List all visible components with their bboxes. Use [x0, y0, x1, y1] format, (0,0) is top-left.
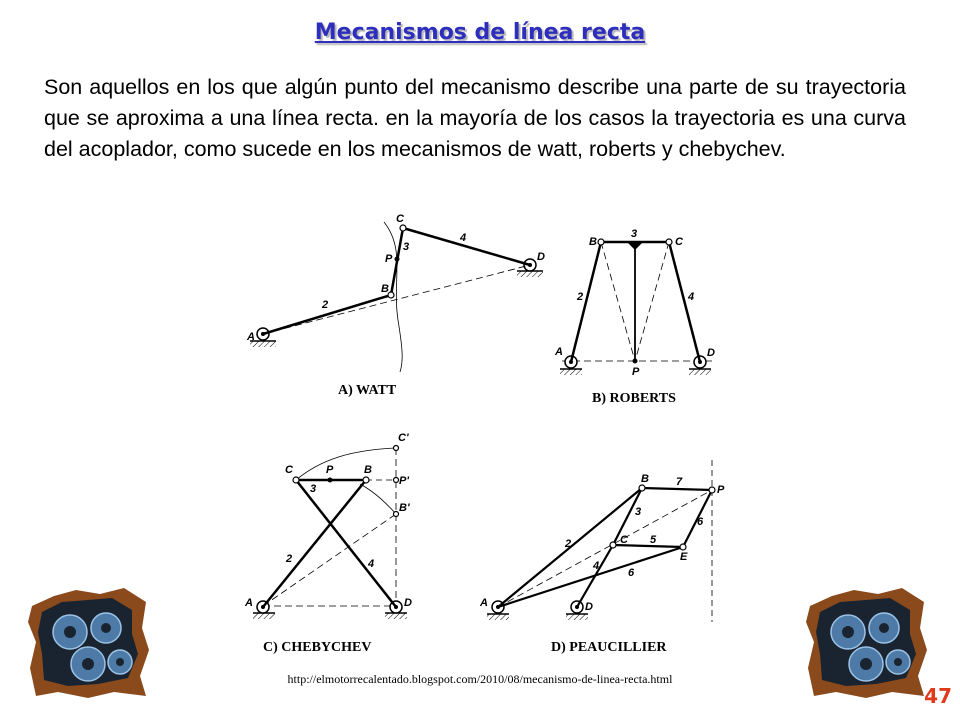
peaucillier-label-4: 4 — [593, 560, 600, 572]
peaucillier-link-7 — [642, 488, 712, 490]
peaucillier-mechanism — [479, 460, 725, 622]
peaucillier-label-3: 3 — [635, 506, 642, 518]
watt-label-4: 4 — [460, 232, 467, 244]
slide-title: Mecanismos de línea recta — [314, 20, 646, 45]
caption-roberts: B) ROBERTS — [592, 391, 676, 406]
peaucillier-label-p: P — [717, 484, 725, 496]
roberts-mechanism — [554, 228, 715, 378]
roberts-link-4 — [669, 242, 700, 362]
chebychev-label-cprime: C' — [398, 432, 409, 444]
watt-ground-d — [517, 271, 543, 277]
watt-label-c: C — [396, 213, 404, 225]
chebychev-label-3: 3 — [310, 483, 317, 495]
peaucillier-label-d: D — [585, 601, 593, 613]
watt-label-2: 2 — [322, 299, 329, 311]
peaucillier-label-b: B — [641, 473, 649, 485]
watt-label-p: P — [385, 253, 393, 265]
chebychev-label-p: P — [326, 464, 334, 476]
chebychev-mechanism — [244, 432, 412, 619]
peaucillier-label-a: A — [480, 597, 488, 609]
chebychev-link-2 — [263, 480, 366, 607]
chebychev-label-4: 4 — [368, 558, 375, 570]
watt-label-d: D — [537, 251, 545, 263]
roberts-label-2: 2 — [577, 291, 584, 303]
watt-link-4 — [403, 228, 530, 265]
peaucillier-label-2: 2 — [565, 538, 572, 550]
roberts-link-2 — [571, 242, 601, 362]
chebychev-label-bprime: B' — [399, 502, 410, 514]
peaucillier-label-6: 6 — [628, 567, 635, 579]
peaucillier-label-c: C — [620, 534, 628, 546]
chebychev-label-2: 2 — [286, 553, 293, 565]
peaucillier-label-7: 7 — [676, 476, 683, 488]
chebychev-label-c: C — [285, 464, 293, 476]
caption-chebychev: C) CHEBYCHEV — [263, 640, 372, 655]
roberts-label-3: 3 — [631, 228, 638, 240]
caption-watt: A) WATT — [338, 383, 397, 398]
peaucillier-label-e: E — [680, 551, 688, 563]
roberts-label-d: D — [707, 347, 715, 359]
chebychev-label-b: B — [364, 464, 372, 476]
watt-label-3: 3 — [403, 241, 410, 253]
source-url: http://elmotorrecalentado.blogspot.com/2010/08/mecanismo-de-linea-recta.html — [287, 672, 673, 686]
watt-mechanism — [246, 213, 545, 372]
chebychev-label-d: D — [404, 597, 412, 609]
body-paragraph: Son aquellos en los que algún punto del mecanismo describe una parte de su trayectoria que se aproxima a una línea recta. en la mayoría de los casos la trayectoria es una curva del acoplador, como sucede en los mecanismos de watt, roberts y chebychev. — [44, 75, 906, 161]
roberts-label-p: P — [632, 366, 640, 378]
roberts-label-b: B — [589, 236, 597, 248]
chebychev-label-a: A — [245, 597, 253, 609]
page-number: 47 — [924, 684, 952, 708]
peaucillier-label-6b: 6 — [697, 516, 704, 528]
roberts-label-a: A — [555, 346, 563, 358]
watt-label-a: A — [247, 331, 255, 343]
peaucillier-label-5: 5 — [650, 534, 657, 546]
roberts-label-c: C — [675, 236, 683, 248]
roberts-label-4: 4 — [688, 291, 695, 303]
caption-peaucillier: D) PEAUCILLIER — [551, 640, 667, 655]
chebychev-label-pprime: P' — [399, 475, 409, 487]
watt-label-b: B — [381, 283, 389, 295]
